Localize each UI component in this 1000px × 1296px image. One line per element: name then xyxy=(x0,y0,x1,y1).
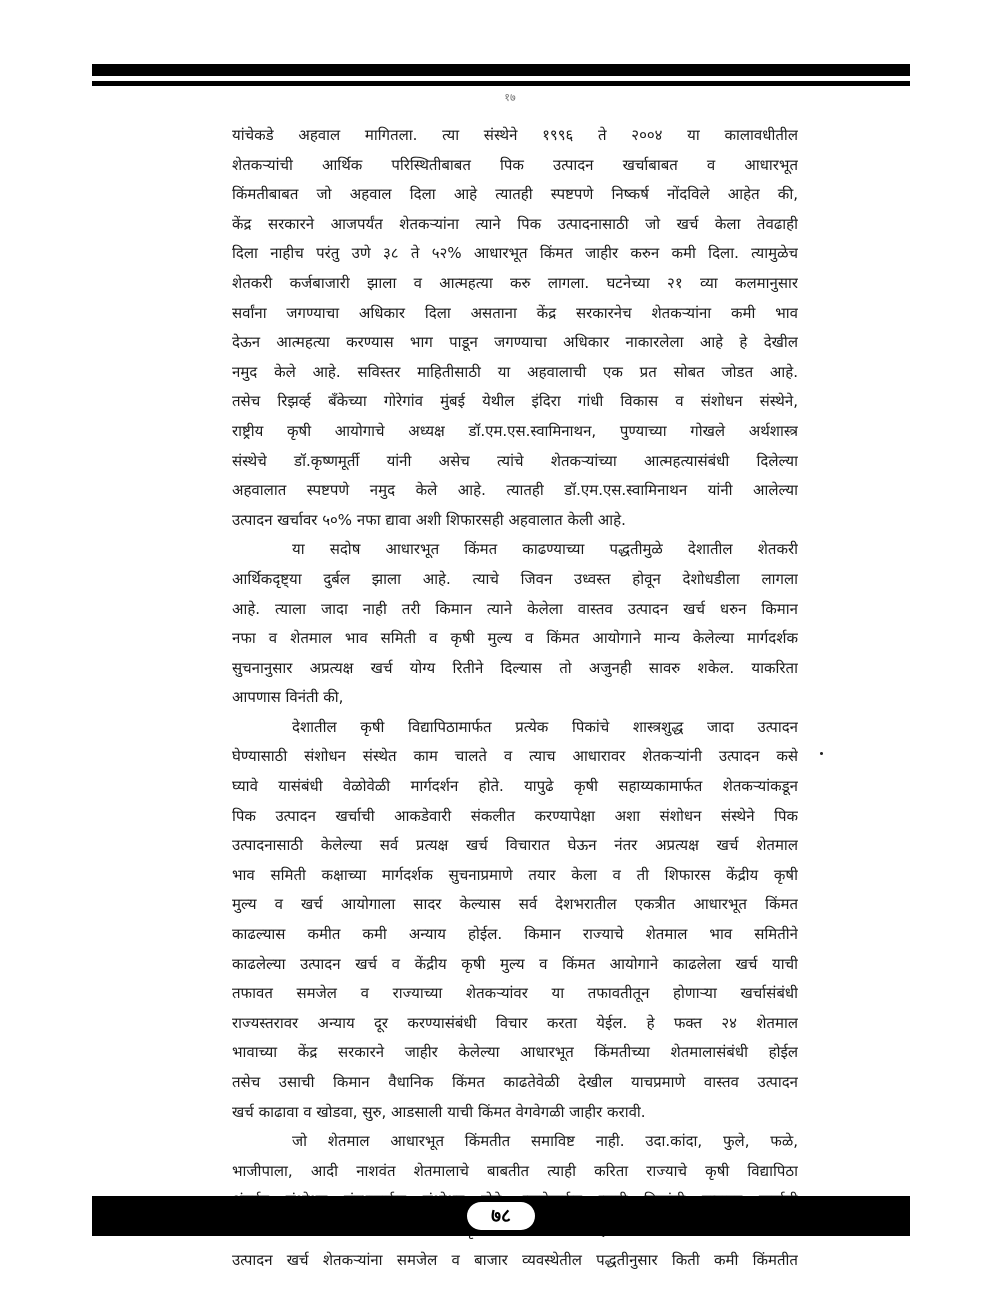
text-line: आहे. त्याला जादा नाही तरी किमान त्याने केलेला वास्तव उत्पादन खर्च धरुन किमान xyxy=(232,599,798,618)
text-line: देशातील कृषी विद्यापिठामार्फत प्रत्येक पिकांचे शास्त्रशुद्ध जादा उत्पादन xyxy=(292,717,798,736)
text-line: किंमतीबाबत जो अहवाल दिला आहे त्यातही स्पष्टपणे निष्कर्ष नोंदविले आहेत की, xyxy=(232,185,798,204)
text-line: नमुद केले आहे. सविस्तर माहितीसाठी या अहवालाची एक प्रत सोबत जोडत आहे. xyxy=(232,362,798,381)
page-number: ७८ xyxy=(467,1202,535,1230)
text-line: या सदोष आधारभूत किंमत काढण्याच्या पद्धतीमुळे देशातील शेतकरी xyxy=(292,540,798,559)
text-line: तफावत समजेल व राज्याच्या शेतकऱ्यांवर या तफावतीतून होणाऱ्या खर्चासंबंधी xyxy=(232,984,798,1003)
scan-page-mark: १७ xyxy=(504,91,516,104)
text-line: जो शेतमाल आधारभूत किंमतीत समाविष्ट नाही. उदा.कांदा, फुले, फळे, xyxy=(292,1132,798,1151)
text-line: अहवालात स्पष्टपणे नमुद केले आहे. त्यातही डॉ.एम.एस.स्वामिनाथन यांनी आलेल्या xyxy=(232,481,798,500)
text-line: घेण्यासाठी संशोधन संस्थेत काम चालते व त्याच आधारावर शेतकऱ्यांनी उत्पादन कसे xyxy=(232,747,798,766)
header-rule-thick xyxy=(92,64,910,76)
text-line: सर्वांना जगण्याचा अधिकार दिला असताना केंद्र सरकारनेच शेतकऱ्यांना कमी भाव xyxy=(232,303,798,322)
text-line: भावाच्या केंद्र सरकारने जाहीर केलेल्या आधारभूत किंमतीच्या शेतमालासंबंधी होईल xyxy=(232,1043,798,1062)
text-line: देऊन आत्महत्या करण्यास भाग पाडून जगण्याचा अधिकार नाकारलेला आहे हे देखील xyxy=(232,333,798,352)
text-line: आपणास विनंती की, xyxy=(232,688,344,707)
text-line: खर्च काढावा व खोडवा, सुरु, आडसाली याची किंमत वेगवेगळी जाहीर करावी. xyxy=(232,1102,646,1121)
text-line: मुल्य व खर्च आयोगाला सादर केल्यास सर्व देशभरातील एकत्रीत आधारभूत किंमत xyxy=(232,895,798,914)
text-line: उत्पादन खर्चावर ५०% नफा द्यावा अशी शिफारसही अहवालात केली आहे. xyxy=(232,510,626,529)
text-line: सुचनानुसार अप्रत्यक्ष खर्च योग्य रितीने दिल्यास तो अजुनही सावरु शकेल. याकरिता xyxy=(232,658,798,677)
text-line: राज्यस्तरावर अन्याय दूर करण्यासंबंधी विचार करता येईल. हे फक्त २४ शेतमाल xyxy=(232,1013,798,1032)
text-line: यांचेकडे अहवाल मागितला. त्या संस्थेने १९९६ ते २००४ या कालावधीतील xyxy=(232,126,798,144)
text-line: केंद्र सरकारने आजपर्यंत शेतकऱ्यांना त्याने पिक उत्पादनासाठी जो खर्च केला तेवढाही xyxy=(232,214,798,233)
text-line: घ्यावे यासंबंधी वेळोवेळी मार्गदर्शन होते. यापुढे कृषी सहाय्यकामार्फत शेतकऱ्यांकडून xyxy=(232,777,798,796)
text-line: शेतकरी कर्जबाजारी झाला व आत्महत्या करु लागला. घटनेच्या २१ व्या कलमानुसार xyxy=(232,273,798,292)
text-line: पिक उत्पादन खर्चाची आकडेवारी संकलीत करण्यापेक्षा अशा संशोधन संस्थेने पिक xyxy=(232,806,798,825)
header-rule-thin xyxy=(92,81,910,86)
text-line: राष्ट्रीय कृषी आयोगाचे अध्यक्ष डॉ.एम.एस.स्वामिनाथन, पुण्याच्या गोखले अर्थशास्त्र xyxy=(232,421,798,440)
text-line: काढलेल्या उत्पादन खर्च व केंद्रीय कृषी मुल्य व किंमत आयोगाने काढलेला खर्च याची xyxy=(232,954,798,973)
text-line: तसेच उसाची किमान वैधानिक किंमत काढतेवेळी देखील याचप्रमाणे वास्तव उत्पादन xyxy=(232,1073,798,1091)
text-line: तसेच रिझर्व्ह बँकेच्या गोरेगांव मुंबई येथील इंदिरा गांधी विकास व संशोधन संस्थेने, xyxy=(232,392,798,411)
text-line: उत्पादन खर्च शेतकऱ्यांना समजेल व बाजार व्यवस्थेतील पद्धतीनुसार किती कमी किंमतीत xyxy=(232,1250,798,1269)
letter-body xyxy=(232,121,798,1275)
text-line: भाजीपाला, आदी नाशवंत शेतमालाचे बाबतीत त्याही करिता राज्याचे कृषी विद्यापिठा xyxy=(232,1161,798,1180)
scan-speck xyxy=(820,752,823,755)
text-line: नफा व शेतमाल भाव समिती व कृषी मुल्य व किंमत आयोगाने मान्य केलेल्या मार्गदर्शक xyxy=(232,629,798,648)
text-line: उत्पादनासाठी केलेल्या सर्व प्रत्यक्ष खर्च विचारात घेऊन नंतर अप्रत्यक्ष खर्च शेतमाल xyxy=(232,836,798,855)
text-line: शेतकऱ्यांची आर्थिक परिस्थितीबाबत पिक उत्पादन खर्चाबाबत व आधारभूत xyxy=(232,155,798,174)
text-line: आर्थिकदृष्ट्या दुर्बल झाला आहे. त्याचे जिवन उध्वस्त होवून देशोधडीला लागला xyxy=(232,569,798,588)
text-line: संस्थेचे डॉ.कृष्णमूर्ती यांनी असेच त्यांचे शेतकऱ्यांच्या आत्महत्यासंबंधी दिलेल्या xyxy=(232,451,798,470)
text-line: काढल्यास कमीत कमी अन्याय होईल. किमान राज्याचे शेतमाल भाव समितीने xyxy=(232,925,798,944)
text-line: दिला नाहीच परंतु उणे ३८ ते ५२% आधारभूत किंमत जाहीर करुन कमी दिला. त्यामुळेच xyxy=(232,244,798,263)
text-line: भाव समिती कक्षाच्या मार्गदर्शक सुचनाप्रमाणे तयार केला व ती शिफारस केंद्रीय कृषी xyxy=(232,865,798,884)
